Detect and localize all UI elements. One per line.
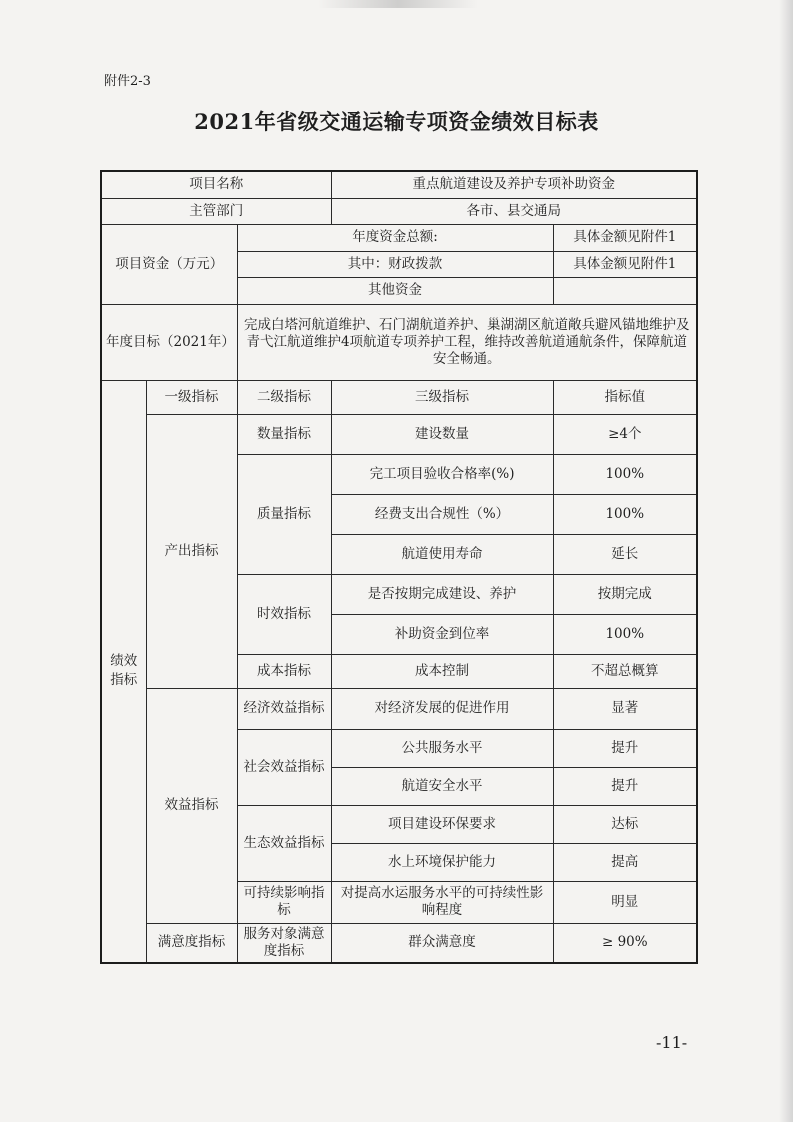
satisfaction-indicators-label: 满意度指标 [146,923,237,963]
economic-indicator-label: 经济效益指标 [237,688,331,729]
table-row [101,171,697,198]
header-level3: 三级指标 [331,380,553,414]
table-row [101,688,697,729]
effect-indicators-label: 效益指标 [146,688,237,923]
table-row [101,414,697,454]
indicator-value: 不超总概算 [553,654,697,688]
table-header-row [101,380,697,414]
indicator-value: 显著 [553,688,697,729]
table-row [101,923,697,963]
project-name-value: 重点航道建设及养护专项补助资金 [331,171,697,198]
indicator-value: 提升 [553,767,697,805]
header-level1: 一级指标 [146,380,237,414]
indicator-name: 经费支出合规性（%） [331,494,553,534]
indicator-value: 100% [553,614,697,654]
table-row [101,304,697,380]
indicator-name: 对提高水运服务水平的可持续性影响程度 [331,881,553,923]
other-funds-label: 其他资金 [237,277,553,304]
attachment-label: 附件2-3 [104,74,151,89]
indicator-name: 项目建设环保要求 [331,805,553,843]
other-funds-value [553,277,697,304]
header-value: 指标值 [553,380,697,414]
indicator-value: 提升 [553,729,697,767]
indicator-name: 是否按期完成建设、养护 [331,574,553,614]
indicator-value: 100% [553,494,697,534]
indicator-value: 100% [553,454,697,494]
annual-goal-text: 完成白塔河航道维护、石门湖航道养护、巢湖湖区航道敞兵避风锚地维护及青弋江航道维护4项航道专项养护工程，维持改善航道通航条件，保障航道安全畅通。 [237,304,697,380]
indicator-name: 补助资金到位率 [331,614,553,654]
performance-indicators-label: 绩效指标 [101,380,146,963]
indicator-value: 达标 [553,805,697,843]
cost-indicator-label: 成本指标 [237,654,331,688]
timeliness-indicator-label: 时效指标 [237,574,331,654]
sustainable-indicator-label: 可持续影响指标 [237,881,331,923]
scan-edge-shadow [779,0,793,1122]
quality-indicator-label: 质量指标 [237,454,331,574]
project-name-label: 项目名称 [101,171,331,198]
social-indicator-label: 社会效益指标 [237,729,331,805]
table-row [101,198,697,224]
indicator-name: 航道安全水平 [331,767,553,805]
indicator-name: 完工项目验收合格率(%) [331,454,553,494]
indicator-name: 航道使用寿命 [331,534,553,574]
funds-label: 项目资金（万元） [101,224,237,304]
performance-target-table [100,170,698,964]
indicator-value: 按期完成 [553,574,697,614]
service-satisfaction-label: 服务对象满意度指标 [237,923,331,963]
indicator-value: 延长 [553,534,697,574]
ecological-indicator-label: 生态效益指标 [237,805,331,881]
indicator-value: ≥ 90% [553,923,697,963]
annual-total-label: 年度资金总额: [237,224,553,251]
indicator-value: 提高 [553,843,697,881]
indicator-name: 水上环境保护能力 [331,843,553,881]
annual-goal-label: 年度目标（2021年） [101,304,237,380]
indicator-name: 建设数量 [331,414,553,454]
dept-value: 各市、县交通局 [331,198,697,224]
fiscal-label: 其中：财政拨款 [237,251,553,277]
fiscal-value: 具体金额见附件1 [553,251,697,277]
indicator-value: ≥4个 [553,414,697,454]
indicator-name: 对经济发展的促进作用 [331,688,553,729]
page-number: -11- [656,1033,688,1052]
quantity-indicator-label: 数量指标 [237,414,331,454]
output-indicators-label: 产出指标 [146,414,237,688]
dept-label: 主管部门 [101,198,331,224]
page-title: 2021年省级交通运输专项资金绩效目标表 [194,109,599,134]
indicator-value: 明显 [553,881,697,923]
annual-total-value: 具体金额见附件1 [553,224,697,251]
indicator-name: 成本控制 [331,654,553,688]
table-row [101,224,697,251]
header-level2: 二级指标 [237,380,331,414]
indicator-name: 公共服务水平 [331,729,553,767]
indicator-name: 群众满意度 [331,923,553,963]
scan-smudge [318,0,478,8]
